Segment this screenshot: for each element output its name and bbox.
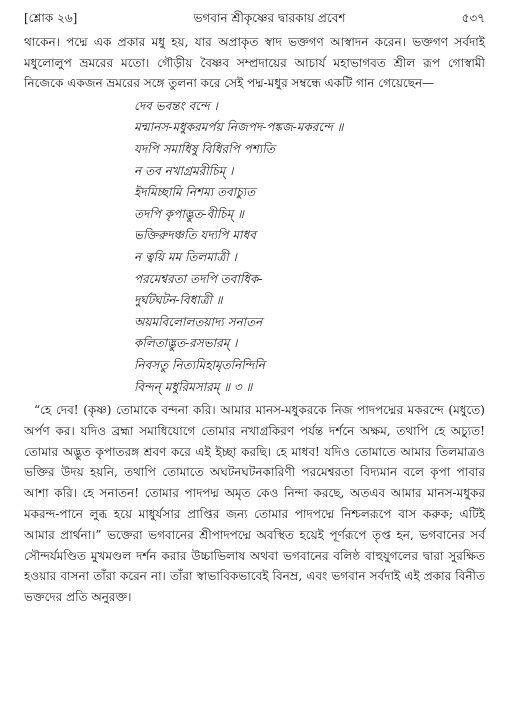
verse-line: নিবসতু নিত্যমিহামৃতনিন্দিনি bbox=[134, 357, 265, 372]
book-page bbox=[24, 10, 485, 608]
sanskrit-verse bbox=[134, 96, 485, 398]
translation-paragraph: “হে দেব! (কৃষ্ণ) তোমাকে বন্দনা করি। আমার মানস-মধুকরকে নিজ পাদপদ্মের মকরন্দে (মধুতে) অর্পণ কর। যদিও ব্রহ্মা সমাধিযোগে তোমার নখাগ্রকিরণ পর্যন্ত দর্শনে অক্ষম, তথাপি হে অচ্যুত! তোমার অদ্ভুত কৃপাতরঙ্গ শ্রবণ করে এই ইচ্ছা করছি। হে মাধব! যদিও তোমাতে আমার তিলমাত্রও ভক্তির উদয় হয়নি, তথাপি তোমাতে অঘটনঘটনকারিণী পরমেশ্বরতা বিদ্যমান বলে কৃপা পাবার আশা করি। হে সনাতন! তোমার পাদপদ্ম অমৃত কেও নিন্দা করছে, অতএব আমার মানস-মধুকর মকরন্দ-পানে লুব্ধ হয়ে মাধুর্যসার প্রাপ্তির জন্য তোমার পাদপদ্মে নিশ্চলরূপে বাস করুক; এটিই আমার প্রার্থনা।” ভক্তেরা ভগবানের শ্রীপাদপদ্মে অবস্থিত হয়েই পূর্ণরূপে তৃপ্ত হন, ভগবানের সর্ব সৌন্দর্যমণ্ডিত মুখমণ্ডল দর্শন করার উচ্চাভিলাষ অথবা ভগবানের বলিষ্ঠ বাহুযুগলের দ্বারা সুরক্ষিত হওয়ার বাসনা তাঁরা করেন না। তাঁরা স্বাভাবিকভাবেই বিনম্র, এবং ভগবান সর্বদাই এই প্রকার বিনীত ভক্তদের প্রতি অনুরক্ত। bbox=[24, 403, 485, 605]
header-verse-ref: [শ্লোক ২৬] bbox=[24, 11, 78, 25]
verse-line: পরমেশ্বরতা তদপি তবাধিক- bbox=[134, 271, 263, 286]
header-page-number: ৫৩৭ bbox=[461, 11, 485, 25]
verse-line: ভক্তিরুদঞ্চতি যদ্যপি মাধব bbox=[134, 228, 256, 243]
verse-line: মন্মানস-মধুকরমর্পয় নিজপদ-পঙ্কজ-মকরন্দে ॥ bbox=[134, 120, 344, 135]
verse-line: তদপি কৃপাদ্ভুত-বীচিম্ ॥ bbox=[134, 206, 244, 221]
running-header bbox=[24, 10, 485, 32]
verse-line: ন তব নখাগ্রমরীচিম্ । bbox=[134, 163, 234, 178]
verse-line: দেব ভবন্তং বন্দে । bbox=[134, 98, 218, 113]
header-chapter-title: ভগবান শ্রীকৃষ্ণের দ্বারকায় প্রবেশ bbox=[193, 11, 346, 25]
intro-paragraph: থাকেন। পদ্মে এক প্রকার মধু হয়, যার অপ্রাকৃত স্বাদ ভক্তগণ আস্বাদন করেন। ভক্তগণ সর্বদাই মধুলোলুপ ভ্রমরের মতো। গৌড়ীয় বৈষ্ণব সম্প্রদায়ের আচার্য মহাভাগবত শ্রীল রূপ গোস্বামী নিজেকে একজন ভ্রমরের সঙ্গে তুলনা করে সেই পদ্ম-মধুর সম্বন্ধে একটি গান গেয়েছেন— bbox=[24, 35, 485, 91]
verse-line: ন ত্বয়ি মম তিলমাত্রী । bbox=[134, 249, 237, 264]
verse-line: কলিতাদ্ভুত-রসভারম্ । bbox=[134, 336, 238, 351]
verse-line: অয়মবিলোলতয়াদ্য সনাতন bbox=[134, 314, 263, 329]
verse-line: বিন্দন্ মধুরিমসারম্ ॥ ৩ ॥ bbox=[134, 379, 253, 394]
verse-line: দুর্ঘটঘটন-বিধাত্রী ॥ bbox=[134, 293, 223, 308]
verse-line: ইদমিচ্ছামি নিশম্য তবাচ্যুত bbox=[134, 185, 256, 200]
verse-line: যদপি সমাধিষু বিধিরপি পশ্যতি bbox=[134, 141, 275, 156]
